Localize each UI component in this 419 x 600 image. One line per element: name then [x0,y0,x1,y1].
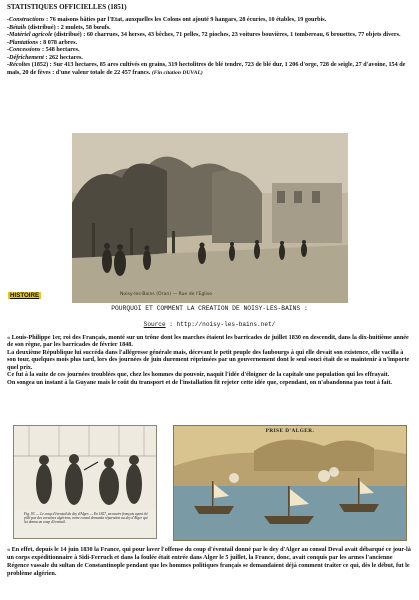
stat-label: -Défrichement [7,54,44,61]
paragraph: Ce fut à la suite de ces journées troublées que, chez les hommes du pouvoir, naquit l'idée d'éloigner de la capitale une population qui les effrayait. [7,371,390,379]
stat-text: (1852) : Sur 413 hectares, 85 ares cultivés en grains, 319 hectolitres de blé tendre, 723 de blé dur, 1 206 d'orge, 728 de seigle, 27 d'avoine, 154 de maïs, 20 de fèves : d'une valeur totale de 22 457 francs. [7,62,406,76]
section-title: STATISTIQUES OFFICIELLES (1851) [7,3,127,11]
history-title: POURQUOI ET COMMENT LA CREATION DE NOISY-LES-BAINS : [111,305,308,312]
stat-row [7,25,413,33]
stat-row [7,17,413,25]
paragraph: « Louis-Philippe 1er, roi des Français, monté sur un trône dont les marches étaient les barricades de juillet 1830 en descendit, dans la dix-huitième année de son règne, par les barricades de février 1848. [7,334,409,349]
stat-label: -Bétails [7,24,27,31]
source-label: Source [143,321,166,328]
fan-incident-illustration [14,426,156,510]
engraving-caption: Fig. 93. — Le coup d'éventail du dey d'Alger. — En 1827, un navire français ayant été pillé par des corsaires algériens, notre consul demanda réparation au dey d'Alger qui lui donna un coup d'éventail. [24,512,148,525]
stat-text: : 8 078 arbres. [38,39,78,46]
history-text [7,334,413,386]
stat-text: : 76 maisons bâties par l'Etat, auxquelles les Colons ont ajouté 9 hangars, 28 écuries, 10 étables, 19 gourbis. [44,17,327,23]
engraving-title: PRISE D'ALGER. [265,428,315,434]
stat-row [7,62,413,77]
history-badge: HISTOIRE [10,292,40,299]
paragraph: On songea un instant à la Guyane mais le coût du transport et de l'installation fit rejeter cette idée que, cependant, on n'abandonna pas tout à fait. [7,378,392,386]
statistics-block [7,17,413,77]
capture-of-algiers-engraving [173,425,407,541]
paragraph: « En effet, depuis le 14 juin 1830 la France, qui pour laver l'offense du coup d'éventail donné par le dey d'Alger au consul Deval avait débarqué ce jour-là un corps expéditionnaire à Sidi-Ferruch et dans la foulée était entrée dans Alger le 5 juillet, la France, donc, avait conquis par les armes l'ancienne Régence vassale du sultan de Constantinople pendant que les hommes politiques français se demandaient déjà comment traiter ce qui, dès le début, fut le problème algérien. [7,546,411,578]
stat-label: -Constructions [7,17,45,23]
stat-label: -Concessions [7,47,41,54]
stat-row [7,40,413,48]
source-line [0,321,419,328]
capture-of-algiers-illustration [174,426,406,540]
fan-incident-engraving [13,425,157,539]
citation: (Fin citation DUVAL) [151,69,203,76]
stat-label: -Plantations [7,39,39,46]
paragraph: La deuxième République lui succéda dans l'allégresse générale mais, décevant le petit peuple des faubourgs à qui elle devait son existence, elle vacilla à son tour, quelques mois plus tard, lors des journées de juin durement réprimées par un gouvernement dont le seul souci était de se maintenir à n'importe quel prix. [7,348,410,371]
stat-label: -Récoltes [7,62,31,69]
stat-text: : 262 hectares. [43,54,83,61]
stat-text: (distribué) : 60 charrues, 34 herses, 43 bêches, 71 pelles, 72 pioches, 23 voitures bouvières, 1 tombereau, 6 brouettes, 77 objets divers. [52,32,401,39]
stat-row [7,32,413,40]
stat-label: -Matériel agricole [7,32,53,39]
stat-text: (distribué) : 2 mulets, 58 bœufs. [26,24,111,31]
street-photo-image [72,133,348,303]
street-photo [72,133,348,303]
stat-text: : 548 hectares. [40,47,80,54]
photo-caption: Noisy-les-Bains (Oran) — Rue de l'Eglise [120,292,213,297]
stat-row [7,47,413,55]
source-url[interactable]: : http://noisy-les-bains.net/ [165,321,276,328]
